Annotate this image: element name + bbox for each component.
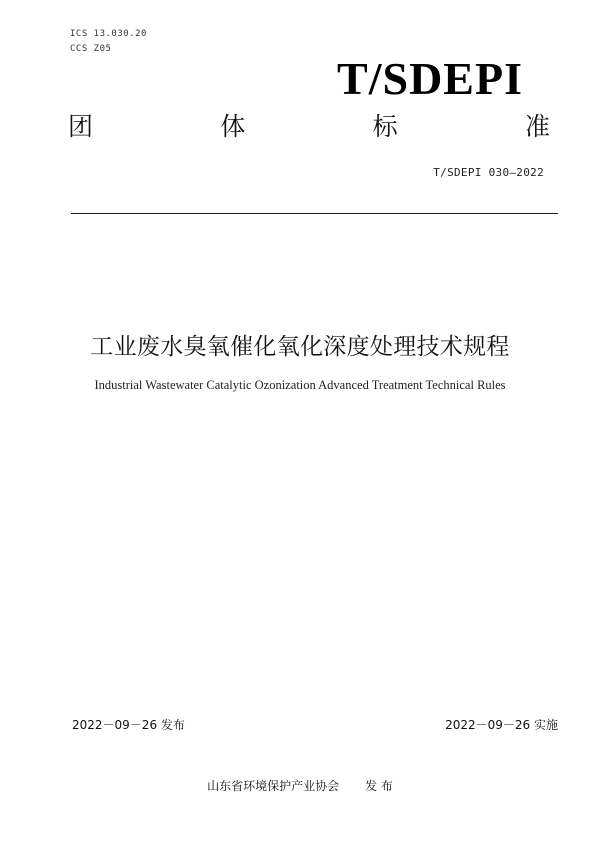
implementation-date: 2022－09－26 实施 <box>445 718 558 732</box>
standard-type-char: 团 <box>68 112 94 141</box>
document-title-english: Industrial Wastewater Catalytic Ozonization Advanced Treatment Technical Rules <box>94 378 506 392</box>
document-title-chinese: 工业废水臭氧催化氧化深度处理技术规程 <box>90 334 510 360</box>
standard-type <box>68 114 550 139</box>
issuer-action: 发 布 <box>365 779 393 793</box>
header-divider <box>71 213 558 214</box>
standard-type-char: 标 <box>372 112 398 141</box>
issuing-organization <box>0 777 600 794</box>
standard-type-char: 体 <box>220 112 246 141</box>
standard-number: T/SDEPI 030—2022 <box>433 166 544 179</box>
ccs-code: CCS Z05 <box>70 44 112 54</box>
issuer-name: 山东省环境保护产业协会 <box>207 779 340 793</box>
issue-date: 2022－09－26 发布 <box>72 718 185 732</box>
ics-code: ICS 13.030.20 <box>70 29 147 39</box>
organization-code: T/SDEPI <box>337 53 523 104</box>
standard-type-char: 准 <box>524 112 550 141</box>
